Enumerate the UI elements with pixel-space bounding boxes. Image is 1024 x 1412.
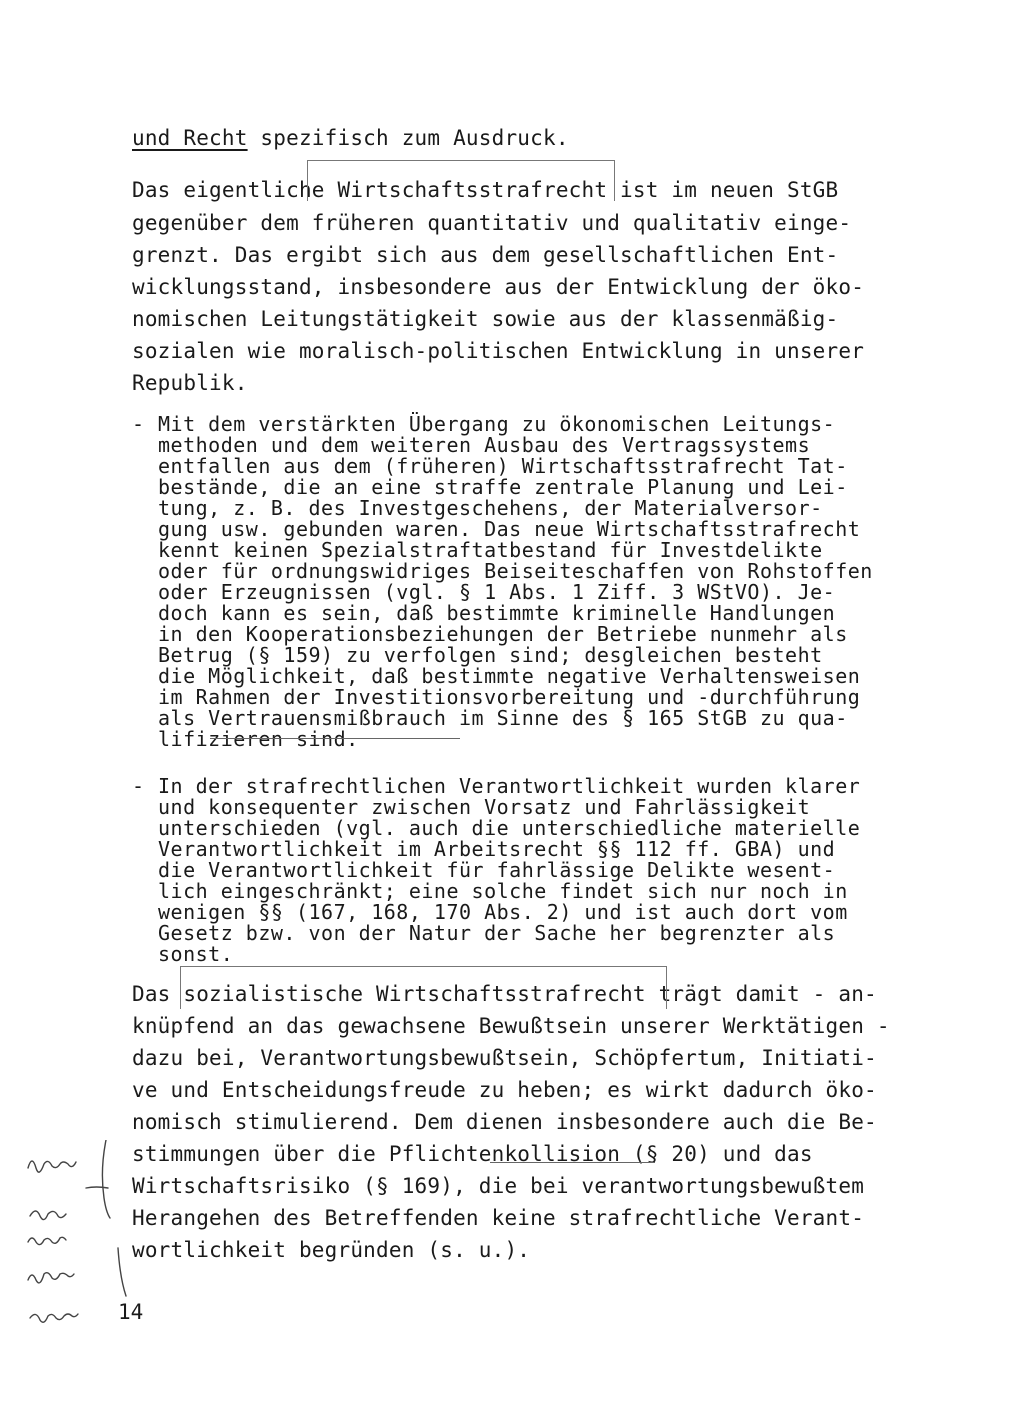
paragraph-line: Wirtschaftsrisiko (§ 169), die bei verantwortungsbewußtem (132, 1174, 865, 1198)
bullet-line: die Verantwortlichkeit für fahrlässige Delikte wesent- (158, 858, 836, 882)
pencil-box-mark (307, 160, 615, 201)
bullet-line: Gesetz bzw. von der Natur der Sache her begrenzter als (158, 921, 836, 945)
bullet-line: die Möglichkeit, daß bestimmte negative Verhaltensweisen (158, 664, 861, 688)
paragraph-line: dazu bei, Verantwortungsbewußtsein, Schöpfertum, Initiati- (132, 1046, 877, 1070)
paragraph-line: nomischen Leitungstätigkeit sowie aus der klassenmäßig- (132, 307, 839, 331)
bullet-marker: - (132, 412, 145, 436)
bullet-line: in den Kooperationsbeziehungen der Betriebe nunmehr als (158, 622, 848, 646)
paragraph-line: wicklungsstand, insbesondere aus der Entwicklung der öko- (132, 275, 865, 299)
paragraph-line: Herangehen des Betreffenden keine strafrechtliche Verant- (132, 1206, 865, 1230)
bullet-line: methoden und dem weiteren Ausbau des Vertragssystems (158, 433, 811, 457)
page-number: 14 (118, 1300, 144, 1324)
underlined-phrase: und Recht (132, 126, 248, 150)
bullet-line: kennt keinen Spezialstraftatbestand für Investdelikte (158, 538, 823, 562)
bullet-marker: - (132, 774, 145, 798)
bullet-line: doch kann es sein, daß bestimmte kriminelle Handlungen (158, 601, 836, 625)
paragraph-line: gegenüber dem früheren quantitativ und qualitativ einge- (132, 211, 852, 235)
bullet-line: und konsequenter zwischen Vorsatz und Fahrlässigkeit (158, 795, 811, 819)
paragraph-line: nomisch stimulierend. Dem dienen insbesondere auch die Be- (132, 1110, 877, 1134)
bullet-line: lich eingeschränkt; eine solche findet sich nur noch in (158, 879, 848, 903)
bullet-line: gung usw. gebunden waren. Das neue Wirtschaftsstrafrecht (158, 517, 861, 541)
paragraph-line: stimmungen über die Pflichtenkollision (§ 20) und das (132, 1142, 813, 1166)
bullet-line: im Rahmen der Investitionsvorbereitung und -durchführung (158, 685, 861, 709)
paragraph-line: knüpfend an das gewachsene Bewußtsein unserer Werktätigen - (132, 1014, 890, 1038)
bullet-line: unterschieden (vgl. auch die unterschiedliche materielle (158, 816, 861, 840)
paragraph-line: Das eigentliche Wirtschaftsstrafrecht ist im neuen StGB (132, 178, 839, 202)
bullet-line: wenigen §§ (167, 168, 170 Abs. 2) und ist auch dort vom (158, 900, 848, 924)
paragraph-line: wortlichkeit begründen (s. u.). (132, 1238, 531, 1262)
bullet-line: Mit dem verstärkten Übergang zu ökonomischen Leitungs- (158, 412, 836, 436)
handwritten-margin-note (18, 1140, 168, 1370)
bullet-line: lifizieren sind. (158, 727, 359, 751)
paragraph-line: grenzt. Das ergibt sich aus dem gesellschaftlichen Ent- (132, 243, 839, 267)
bullet-line: Betrug (§ 159) zu verfolgen sind; desgleichen besteht (158, 643, 823, 667)
pencil-underline-mark (490, 1162, 655, 1164)
intro-rest: spezifisch zum Ausdruck. (247, 126, 569, 150)
bullet-line: Verantwortlichkeit im Arbeitsrecht §§ 112 ff. GBA) und (158, 837, 836, 861)
paragraph-line: Republik. (132, 371, 248, 395)
bullet-line: bestände, die an eine straffe zentrale Planung und Lei- (158, 475, 848, 499)
bullet-line: entfallen aus dem (früheren) Wirtschaftsstrafrecht Tat- (158, 454, 848, 478)
bullet-line: In der strafrechtlichen Verantwortlichkeit wurden klarer (158, 774, 861, 798)
pencil-box-mark (180, 966, 667, 1009)
bullet-line: tung, z. B. des Investgeschehens, der Materialversor- (158, 496, 823, 520)
bullet-line: als Vertrauensmißbrauch im Sinne des § 165 StGB zu qua- (158, 706, 848, 730)
bullet-line: oder Erzeugnissen (vgl. § 1 Abs. 1 Ziff. 3 WStVO). Je- (158, 580, 836, 604)
bullet-line: sonst. (158, 942, 234, 966)
paragraph-line: ve und Entscheidungsfreude zu heben; es wirkt dadurch öko- (132, 1078, 877, 1102)
bullet-line: oder für ordnungswidriges Beiseiteschaffen von Rohstoffen (158, 559, 873, 583)
intro-line (132, 128, 569, 149)
pencil-underline-mark (210, 738, 460, 740)
paragraph-line: Das sozialistische Wirtschaftsstrafrecht trägt damit - an- (132, 982, 877, 1006)
paragraph-line: sozialen wie moralisch-politischen Entwicklung in unserer (132, 339, 865, 363)
